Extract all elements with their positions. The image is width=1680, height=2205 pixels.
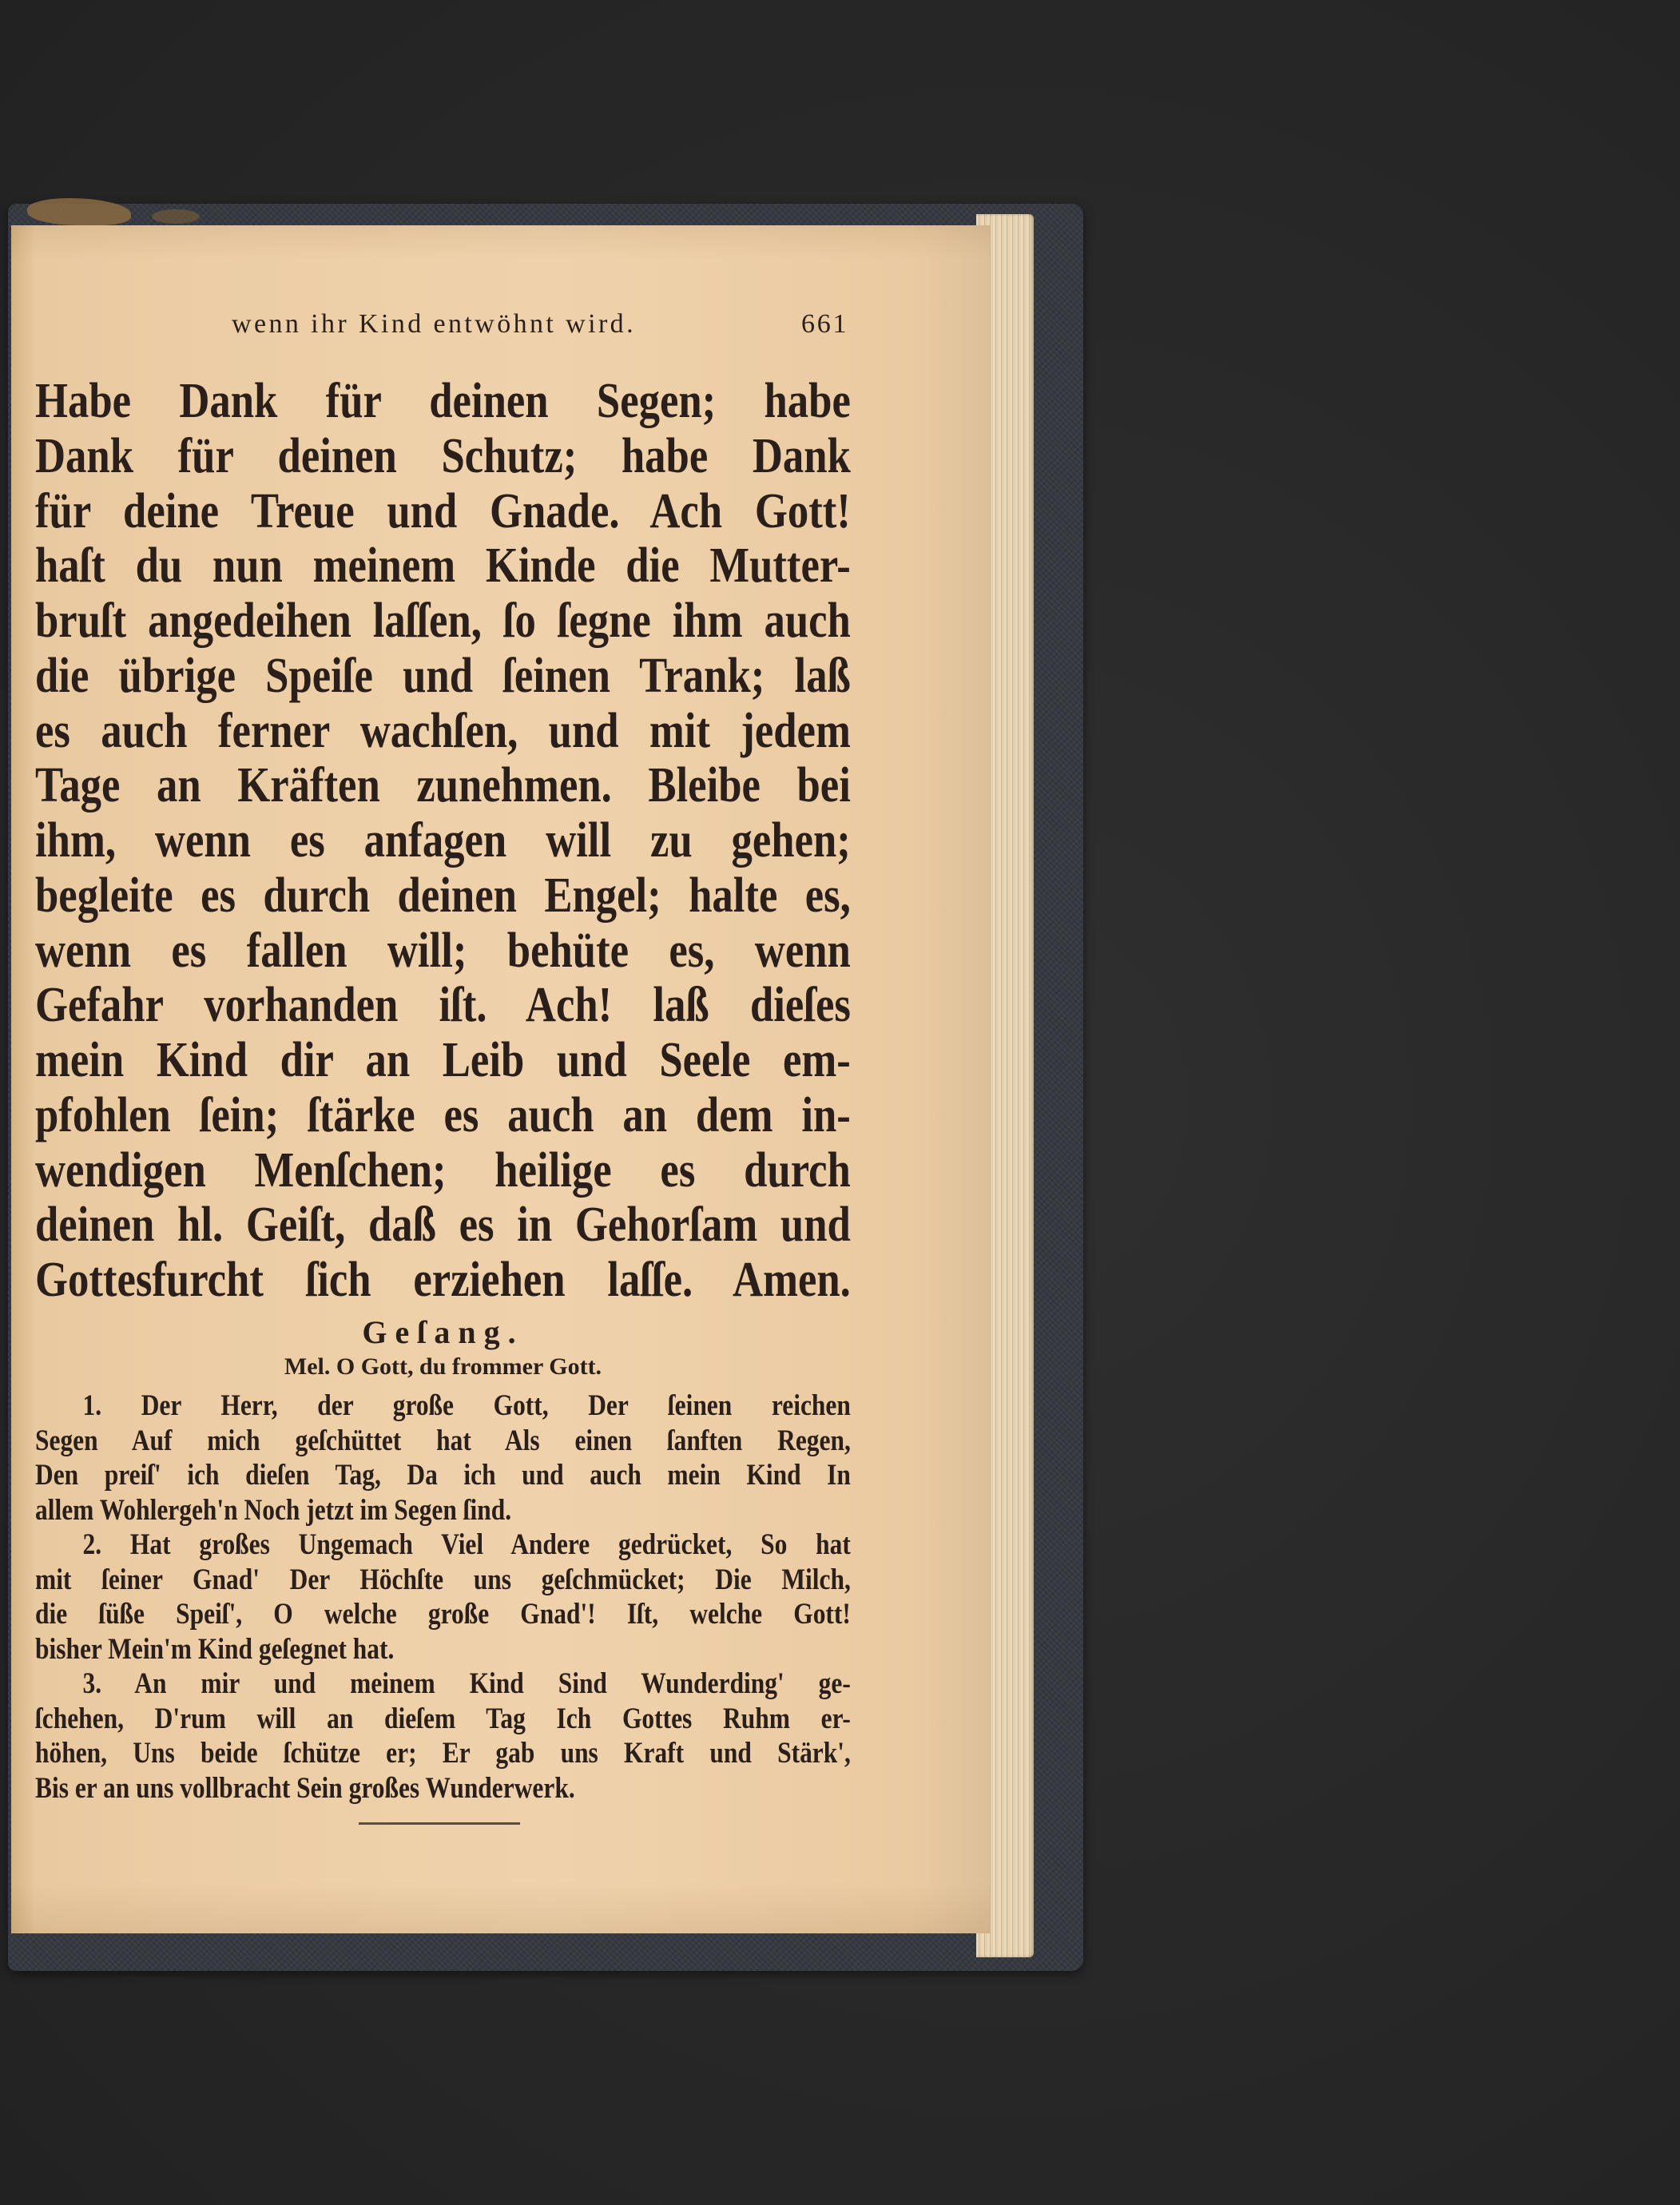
- verse-line: 1. Der Herr, der große Gott, Der ſeinen reichen: [82, 1389, 851, 1422]
- book-page: [11, 225, 990, 1933]
- text-line: deinen hl. Geiſt, daß es in Gehorſam und: [35, 1198, 851, 1253]
- text-line: mein Kind dir an Leib und Seele em-: [35, 1033, 851, 1087]
- text-line: pfohlen ſein; ſtärke es auch an dem in-: [35, 1087, 851, 1142]
- text-line: Habe Dank für deinen Segen; habe: [35, 374, 851, 428]
- verse-line: bisher Mein'm Kind geſegnet hat.: [35, 1632, 395, 1666]
- text-line: bruſt angedeihen laſſen, ſo ſegne ihm auch: [35, 594, 851, 648]
- verse-line: höhen, Uns beide ſchütze er; Er gab uns Kraft und Stärk',: [35, 1737, 851, 1770]
- cover-wear: [27, 198, 131, 225]
- verse-line: die ſüße Speiſ', O welche große Gnad'! Iſt, welche Gott!: [35, 1598, 851, 1631]
- text-line: für deine Treue und Gnade. Ach Gott!: [35, 483, 851, 538]
- text-line: Dank für deinen Schutz; habe Dank: [35, 428, 851, 483]
- hymn-verses: [35, 1389, 851, 1806]
- verse-line: Bis er an uns vollbracht Sein großes Wunderwerk.: [35, 1771, 575, 1805]
- hymn-title: Geſang.: [362, 1314, 524, 1350]
- text-line: haſt du nun meinem Kinde die Mutter-: [35, 538, 851, 594]
- page-number: 661: [801, 309, 849, 339]
- text-line: Gottesfurcht ſich erziehen laſſe. Amen.: [35, 1253, 851, 1307]
- text-line: wendigen Menſchen; heilige es durch: [35, 1142, 851, 1198]
- text-line: ihm, wenn es anfagen will zu gehen;: [35, 813, 851, 868]
- verse-line: Den preiſ' ich dieſen Tag, Da ich und auch mein Kind In: [35, 1459, 851, 1492]
- text-line: Tage an Kräften zunehmen. Bleibe bei: [35, 758, 851, 813]
- end-rule: [359, 1822, 520, 1825]
- verse-line: Segen Auf mich geſchüttet hat Als einen ſanften Regen,: [35, 1424, 851, 1457]
- verse-line: allem Wohlergeh'n Noch jetzt im Segen ſind.: [35, 1493, 512, 1527]
- text-line: wenn es fallen will; behüte es, wenn: [35, 923, 851, 978]
- text-line: die übrige Speiſe und ſeinen Trank; laß: [35, 648, 851, 703]
- text-line: begleite es durch deinen Engel; halte es,: [35, 868, 851, 923]
- verse-line: 3. An mir und meinem Kind Sind Wunderding' ge-: [82, 1667, 851, 1700]
- prayer-text: [35, 374, 851, 1308]
- verse-line: mit ſeiner Gnad' Der Höchſte uns geſchmücket; Die Milch,: [35, 1563, 851, 1596]
- verse-line: 2. Hat großes Ungemach Viel Andere gedrücket, So hat: [82, 1528, 851, 1561]
- text-line: Gefahr vorhanden iſt. Ach! laß dieſes: [35, 978, 851, 1033]
- cover-wear: [152, 209, 200, 224]
- running-title: wenn ihr Kind entwöhnt wird.: [232, 309, 636, 339]
- hymn-melody: Mel. O Gott, du frommer Gott.: [284, 1353, 602, 1380]
- text-line: es auch ferner wachſen, und mit jedem: [35, 703, 851, 758]
- verse-line: ſchehen, D'rum will an dieſem Tag Ich Gottes Ruhm er-: [35, 1702, 851, 1735]
